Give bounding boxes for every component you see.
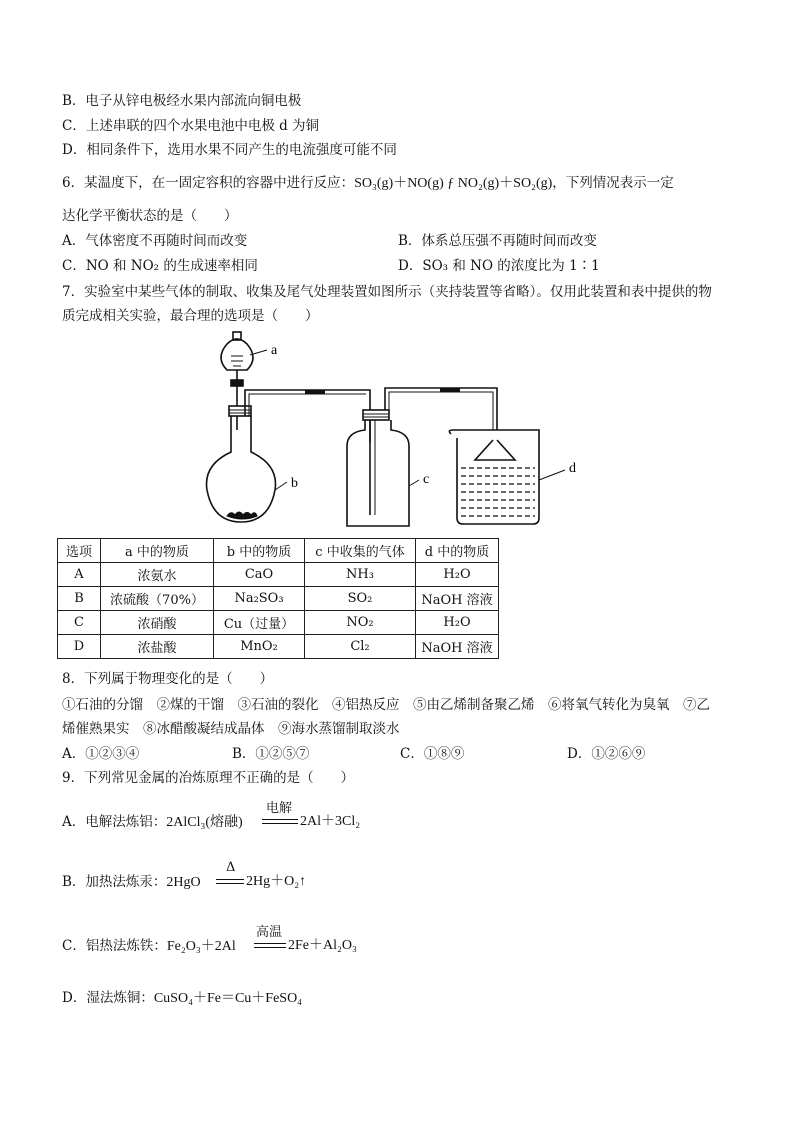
q9-option-d xyxy=(62,989,302,1008)
q6-option-a: A．气体密度不再随时间而改变 xyxy=(62,233,248,249)
table-cell: MnO₂ xyxy=(214,635,305,659)
tube-c-to-d xyxy=(385,388,497,430)
table-cell: 浓氨水 xyxy=(101,563,214,587)
q6-option-d: D．SO₃ 和 NO 的浓度比为 1∶1 xyxy=(398,258,600,274)
bottle-c-stopper xyxy=(363,410,389,420)
q9-option-a xyxy=(62,813,243,832)
q9-option-b xyxy=(62,873,201,892)
gas-apparatus-diagram xyxy=(205,330,585,530)
q9-stem: 9．下列常见金属的冶炼原理不正确的是（ ） xyxy=(62,770,355,786)
table-cell: A xyxy=(58,563,101,587)
table-cell: H₂O xyxy=(416,563,499,587)
q7-stem-b: 质完成相关实验，最合理的选项是（ ） xyxy=(62,308,319,324)
q9-a-condition: 电解 xyxy=(266,801,293,816)
q9-b-label: B．加热法炼汞： xyxy=(62,874,167,890)
bottle-c xyxy=(347,420,409,526)
q6-stem-c: 达化学平衡状态的是（ ） xyxy=(62,208,238,224)
q6-stem-a: 6．某温度下，在一固定容积的容器中进行反应： xyxy=(62,175,355,191)
table-cell: C xyxy=(58,611,101,635)
q8-option-d: D．①②⑥⑨ xyxy=(567,746,646,762)
funnel-a-bulb xyxy=(221,339,253,370)
flask-b xyxy=(207,416,276,522)
q6-stem-b: ，下列情况表示一定 xyxy=(552,175,674,191)
q7-stem-a: 7．实验室中某些气体的制取、收集及尾气处理装置如图所示（夹持装置等省略）。仅用此装置和表中提供的物 xyxy=(62,284,712,300)
q9-option-c xyxy=(62,937,236,956)
q9-a-equals-sign xyxy=(262,819,298,820)
funnel-a-stopcock xyxy=(231,380,243,386)
q9-c-left: Fe₂O₃＋2Al xyxy=(166,939,236,954)
table-row xyxy=(58,635,499,659)
q5-option-d: D．相同条件下，选用水果不同产生的电流强度可能不同 xyxy=(62,142,397,158)
q9-a-right: 2Al＋3Cl₂ xyxy=(300,814,361,829)
table-cell: Cl₂ xyxy=(305,635,416,659)
q8-stem: 8．下列属于物理变化的是（ ） xyxy=(62,671,274,687)
table-cell: 浓盐酸 xyxy=(101,635,214,659)
q6-option-c: C．NO 和 NO₂ 的生成速率相同 xyxy=(62,258,258,274)
table-row xyxy=(58,611,499,635)
q9-d-equation: CuSO₄＋Fe＝Cu＋FeSO₄ xyxy=(153,991,303,1006)
q9-b-condition: Δ xyxy=(226,860,236,875)
label-b: b xyxy=(291,476,298,491)
table-header: c 中收集的气体 xyxy=(305,539,416,563)
table-header: a 中的物质 xyxy=(101,539,214,563)
q6-option-b: B．体系总压强不再随时间而改变 xyxy=(398,233,597,249)
table-cell: B xyxy=(58,587,101,611)
funnel-d xyxy=(475,440,515,460)
table-cell: NO₂ xyxy=(305,611,416,635)
table-cell: 浓硫酸（70%） xyxy=(101,587,214,611)
q5-option-c: C．上述串联的四个水果电池中电极 d 为铜 xyxy=(62,118,320,134)
q9-b-equals-sign xyxy=(216,879,244,880)
flask-b-stopper xyxy=(229,406,251,416)
q9-c-equals-sign xyxy=(254,947,286,948)
q8-items-a: ①石油的分馏 ②煤的干馏 ③石油的裂化 ④铝热反应 ⑤由乙烯制备聚乙烯 ⑥将氧气转化为臭氧 ⑦乙 xyxy=(62,697,710,713)
q6-stem xyxy=(62,174,674,193)
table-cell: Cu（过量） xyxy=(214,611,305,635)
label-a: a xyxy=(271,343,278,358)
table-header: 选项 xyxy=(58,539,101,563)
table-cell: SO₂ xyxy=(305,587,416,611)
table-header: d 中的物质 xyxy=(416,539,499,563)
table-cell: CaO xyxy=(214,563,305,587)
q8-option-b: B．①②⑤⑦ xyxy=(232,746,310,762)
q9-c-label: C．铝热法炼铁： xyxy=(62,938,167,954)
q9-c-condition: 高温 xyxy=(256,925,283,940)
q8-option-c: C．①⑧⑨ xyxy=(400,746,465,762)
q9-c-equals-sign xyxy=(254,943,286,944)
table-cell: D xyxy=(58,635,101,659)
beaker-d xyxy=(449,430,539,524)
q9-b-left: 2HgO xyxy=(166,875,201,890)
table-row xyxy=(58,563,499,587)
q9-a-left: 2AlCl₃(熔融) xyxy=(166,815,243,830)
q9-a-label: A．电解法炼铝： xyxy=(62,814,167,830)
q5-option-b: B．电子从锌电极经水果内部流向铜电极 xyxy=(62,93,302,109)
q9-b-right: 2Hg＋O₂↑ xyxy=(246,874,307,889)
table-cell: Na₂SO₃ xyxy=(214,587,305,611)
table-header: b 中的物质 xyxy=(214,539,305,563)
q9-b-equals-sign xyxy=(216,883,244,884)
table-cell: 浓硝酸 xyxy=(101,611,214,635)
q9-a-equals-sign xyxy=(262,823,298,824)
q9-d-label: D．湿法炼铜： xyxy=(62,990,154,1006)
q7-options-table xyxy=(57,538,499,659)
q6-reaction: SO₃(g)＋NO(g) ƒ NO₂(g)＋SO₂(g) xyxy=(354,176,553,191)
table-cell: NH₃ xyxy=(305,563,416,587)
table-row xyxy=(58,587,499,611)
q9-c-right: 2Fe＋Al₂O₃ xyxy=(288,938,357,953)
table-cell: NaOH 溶液 xyxy=(416,587,499,611)
table-cell: NaOH 溶液 xyxy=(416,635,499,659)
label-d: d xyxy=(569,461,576,476)
label-c: c xyxy=(423,472,430,487)
q8-option-a: A．①②③④ xyxy=(62,746,140,762)
table-header-row xyxy=(58,539,499,563)
table-cell: H₂O xyxy=(416,611,499,635)
q8-items-b: 烯催熟果实 ⑧冰醋酸凝结成晶体 ⑨海水蒸馏制取淡水 xyxy=(62,721,400,737)
